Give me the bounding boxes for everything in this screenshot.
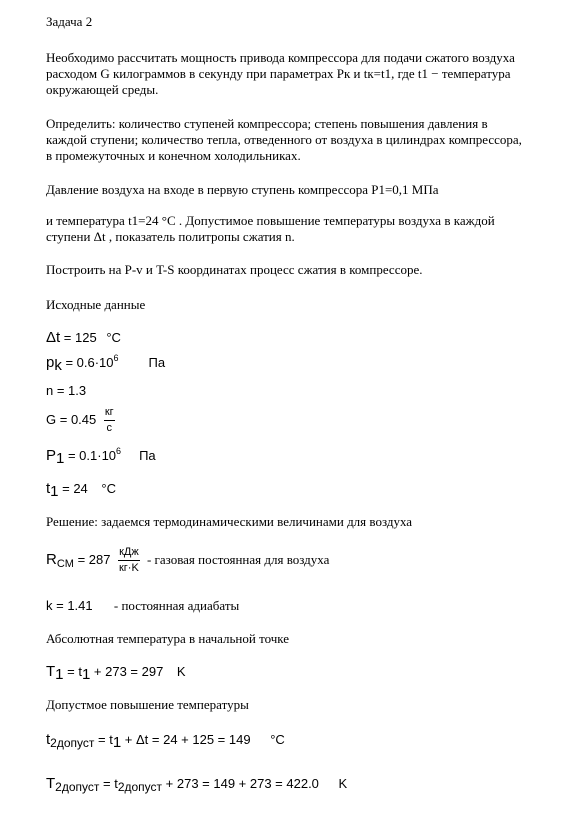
pressure-line: Давление воздуха на входе в первую ступень компрессора P1=0,1 МПа — [46, 182, 439, 197]
t2-line: t2допуст = t1 + Δt = 24 + 125 = 149 °C — [46, 731, 285, 751]
input-n: n = 1.3 — [46, 383, 87, 398]
determine-line-1: Определить: количество ступеней компрессора; степень повышения давления в — [46, 116, 488, 131]
k-line: k = 1.41 - постоянная адиабаты — [46, 598, 240, 613]
temperature-line-2: ступени Δt , показатель политропы сжатия n. — [46, 229, 295, 244]
solution-heading: Решение: задаемся термодинамическими величинами для воздуха — [46, 514, 413, 529]
input-t1: t1 = 24 °C — [46, 480, 116, 500]
R-line: $R_{CM} = 287$ $\frac{\text{кДж}}{кг\cdot K}$ - газовая постоянная для воздуха — [46, 546, 330, 574]
input-delta-t: Δt = 125 °C — [46, 329, 121, 346]
delta-t-symbol: Δt — [46, 329, 61, 346]
determine-line-2: каждой ступени; количество тепла, отведенного от воздуха в цилиндрах компрессора, — [46, 132, 522, 147]
plot-task: Построить на P-v и T-S координатах процесс сжатия в компрессоре. — [46, 262, 423, 277]
input-heading: Исходные данные — [46, 297, 146, 312]
task-title: Задача 2 — [46, 14, 93, 29]
input-G: G = 0.45 $\frac{кг}{с}$ — [46, 406, 114, 434]
intro-line-1: Необходимо рассчитать мощность привода компрессора для подачи сжатого воздуха — [46, 50, 515, 65]
abs-temp-heading: Абсолютная температура в начальной точке — [46, 631, 290, 646]
T1-line: T1 = t1 + 273 = 297 K — [46, 663, 186, 683]
input-P1: $P1 = 0.1\cdot 10^6$ Па — [46, 446, 156, 467]
temperature-line-1: и температура t1=24 °C . Допустимое повышение температуры воздуха в каждой — [46, 213, 495, 228]
T2-line: T2допуст = t2допуст + 273 = 149 + 273 = 422.0 K — [46, 775, 348, 794]
allow-heading: Допустмое повышение температуры — [46, 697, 249, 712]
intro-line-2: расходом G килограммов в секунду при параметрах Pк и tк=t1, где t1 − температура — [46, 66, 511, 81]
G-unit-fraction: $\frac{кг}{с}$ — [104, 406, 114, 434]
input-pk: pk = $0.6\cdot 10^6$ Па — [46, 353, 166, 374]
R-unit-fraction: $\frac{\text{кДж}}{кг\cdot K}$ — [118, 546, 139, 574]
intro-line-3: окружающей среды. — [46, 82, 159, 97]
determine-line-3: в промежуточных и конечном холодильниках. — [46, 148, 301, 163]
